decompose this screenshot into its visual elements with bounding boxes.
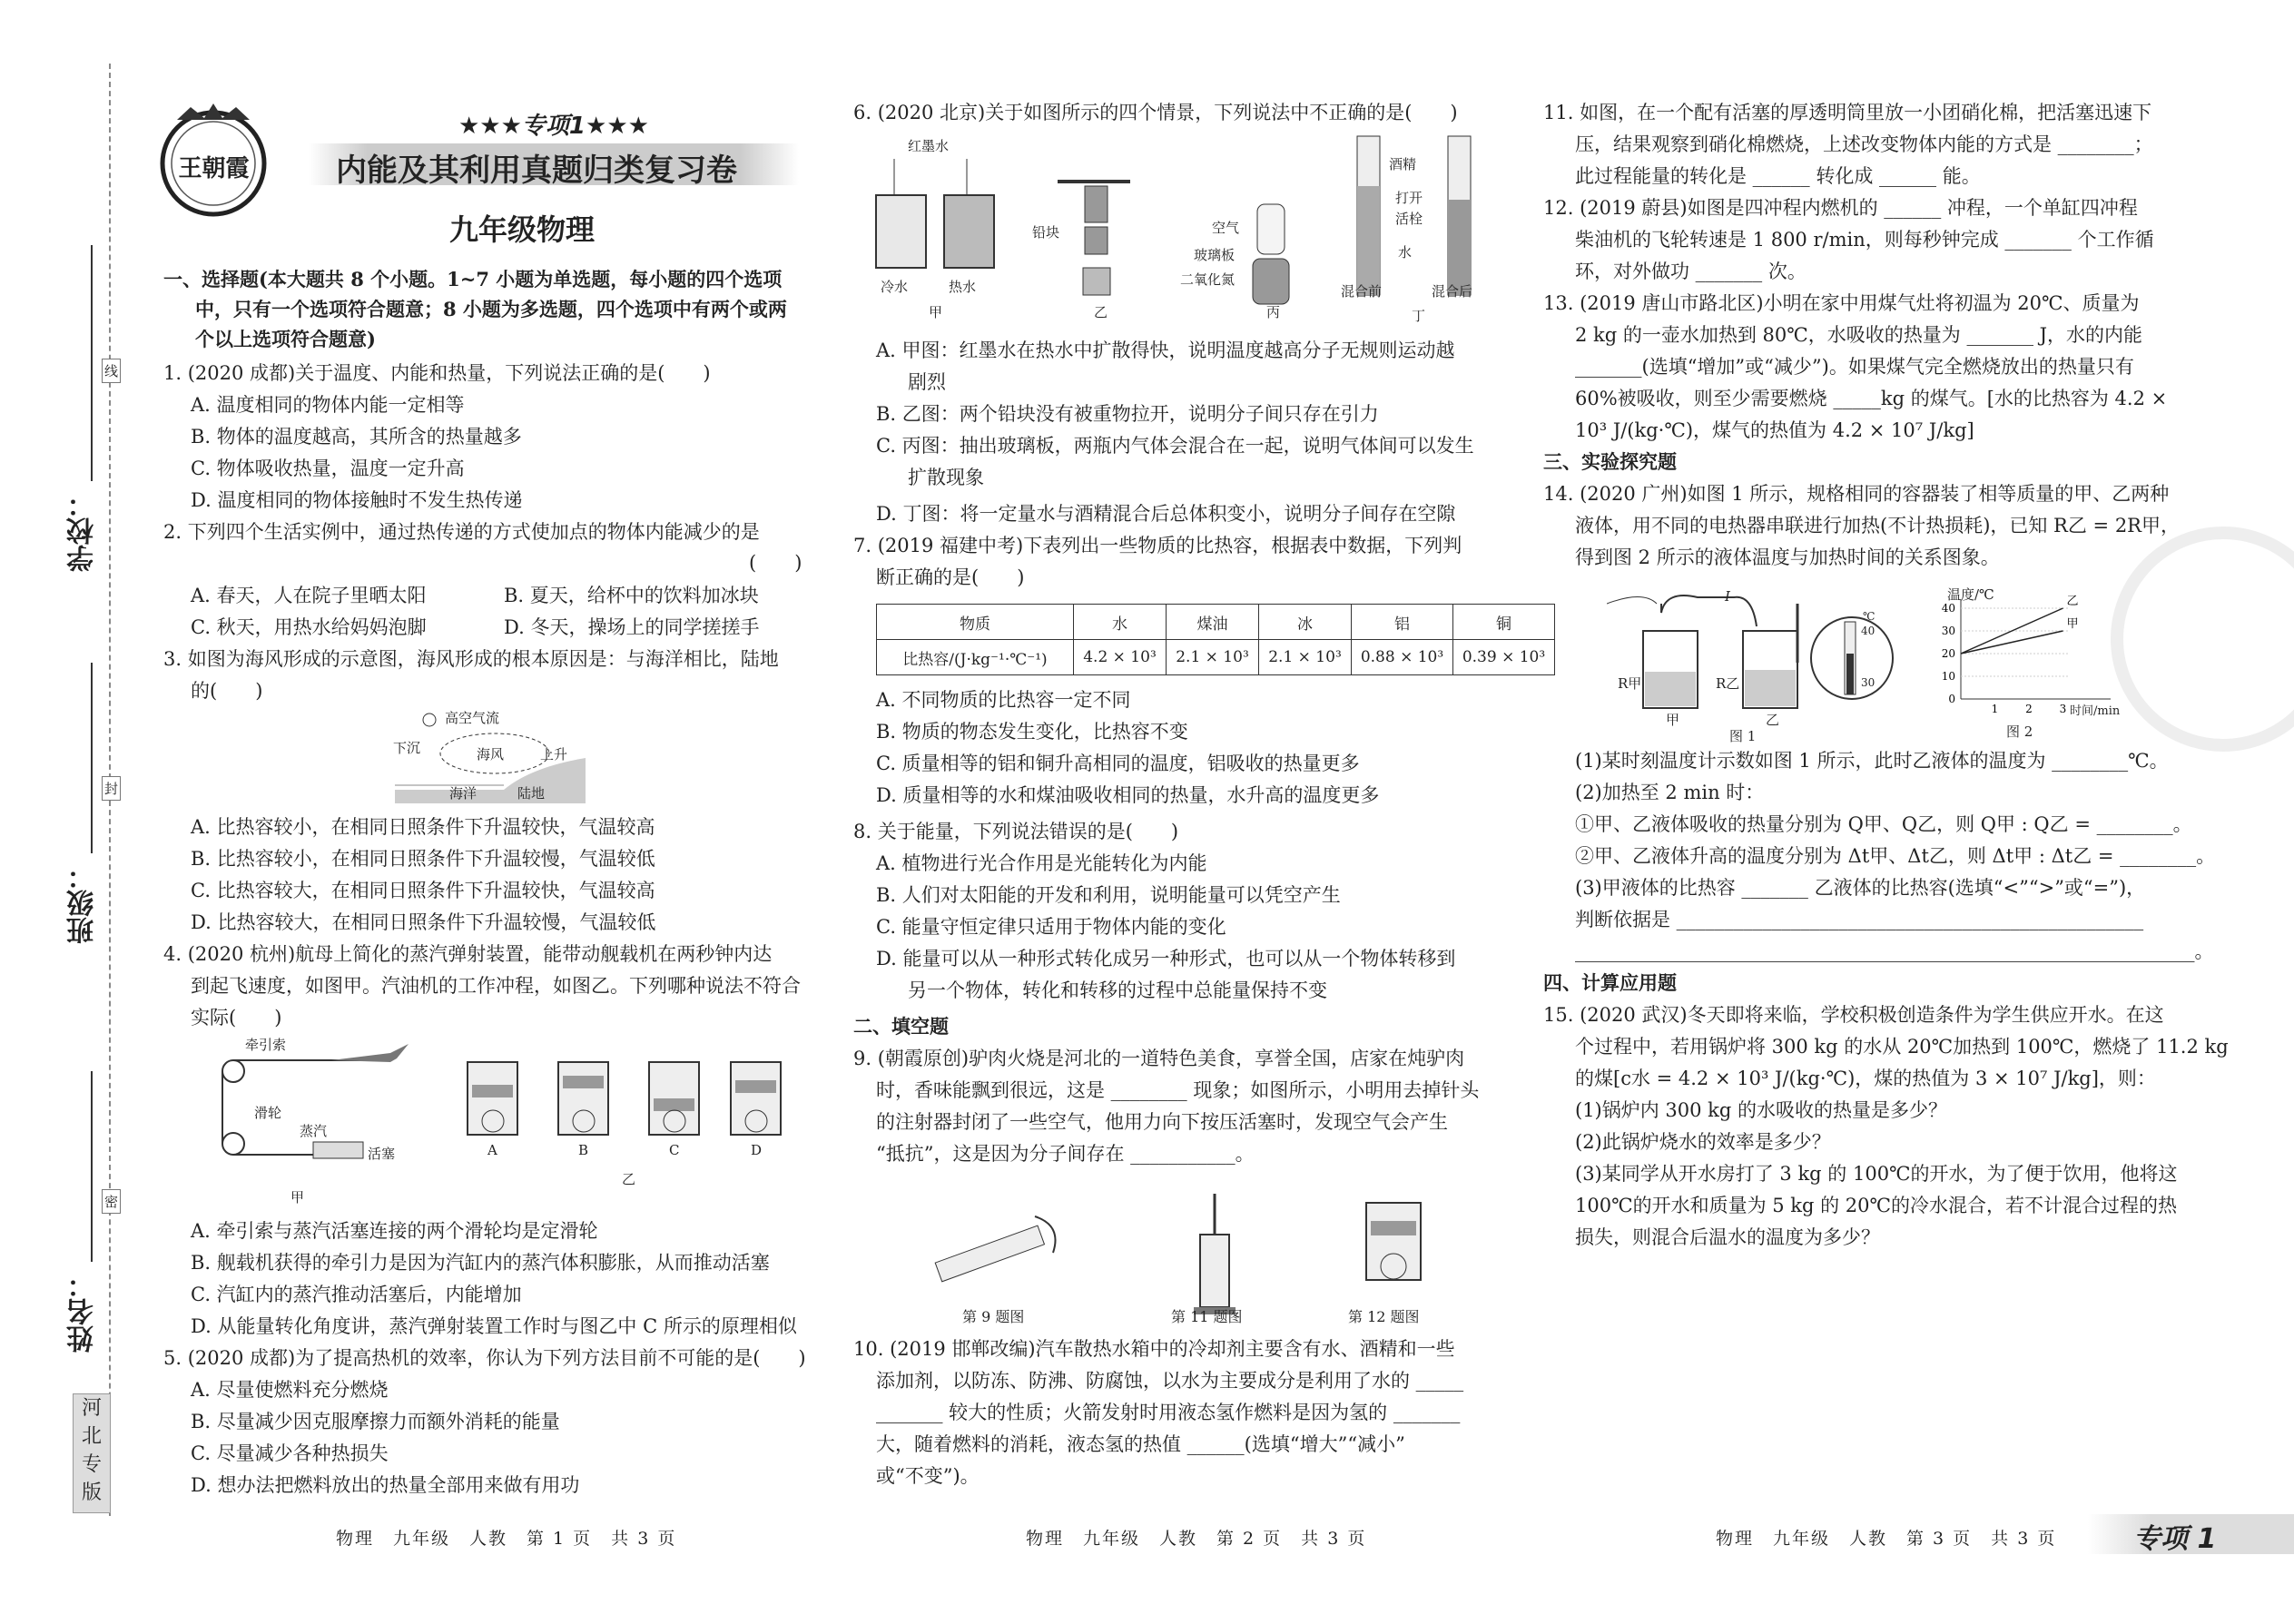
q15-stem: 15. (2020 武汉)冬天即将来临，学校积极创造条件为学生供应开水。在这 (1543, 1004, 2164, 1026)
q6-label-water: 水 (1398, 244, 1413, 261)
q7-option-b: B. 物质的物态发生变化，比热容不变 (876, 721, 1188, 743)
q13-stem: 60%被吸收，则至少需要燃烧 _____kg 的煤气。[水的比热容为 4.2 × (1575, 388, 2168, 409)
chart-x-tick-label: 2 (2025, 703, 2033, 715)
edition-char: 北 (81, 1425, 102, 1448)
school-blank (91, 245, 93, 481)
q7-option-a: A. 不同物质的比热容一定不同 (876, 689, 1131, 711)
q6-option-a: A. 甲图：红墨水在热水中扩散得快，说明温度越高分子无规则运动越 (876, 340, 1455, 361)
q8-option-d: D. 能量可以从一种形式转化成另一种形式，也可以从一个物体转移到 (876, 948, 1456, 969)
q3-option-a: A. 比热容较小，在相同日照条件下升温较快，气温较高 (191, 816, 655, 838)
q4-option-a: A. 牵引索与蒸汽活塞连接的两个滑轮均是定滑轮 (191, 1220, 598, 1242)
q9-stem: 时，香味能飘到很远，这是 ________ 现象；如图所示，小明用去掉针头 (876, 1079, 1480, 1101)
syringe-icon (935, 1216, 1055, 1282)
q3-figure (395, 704, 586, 803)
q5-option-b: B. 尽量减少因克服摩擦力而额外消耗的能量 (191, 1411, 560, 1432)
beaker-hot-icon (944, 159, 994, 268)
q14-figure-2-chart (1925, 586, 2133, 744)
q15-part-3: (3)某同学从开水房打了 3 kg 的 100℃的开水，为了便于饮用，他将这 (1575, 1163, 2178, 1185)
table-cell: 0.88 × 10³ (1352, 640, 1453, 675)
q14-part-3c: _________________________________________________________________。 (1575, 940, 2214, 962)
q3-stem: 的( ) (191, 680, 263, 702)
q9-stem: 的注射器封闭了一些空气，他用力向下按压活塞时，发现空气会产生 (876, 1111, 1448, 1133)
edition-char: 专 (81, 1453, 102, 1476)
q10-stem: 10. (2019 邯郸改编)汽车散热水箱中的冷却剂主要含有水、酒精和一些 (853, 1338, 1455, 1360)
q2-paren: ( ) (749, 552, 802, 574)
seal-line-mark: 线 (102, 359, 121, 383)
page-title: 内能及其利用真题归类复习卷 (336, 153, 737, 189)
specific-heat-table (876, 604, 1555, 675)
q7-option-c: C. 质量相等的铝和铜升高相同的温度，铝吸收的热量更多 (876, 753, 1360, 774)
table-row (877, 640, 1555, 675)
section-1-desc: 个以上选项符合题意) (195, 328, 376, 350)
q13-stem: 10³ J/(kg·℃)，煤气的热值为 4.2 × 10⁷ J/kg] (1575, 419, 1974, 441)
q13-stem: 13. (2019 唐山市路北区)小明在家中用煤气灶将初温为 20℃、质量为 (1543, 292, 2140, 314)
q3-option-c: C. 比热容较大，在相同日照条件下升温较快，气温较高 (191, 880, 655, 901)
edition-char: 版 (81, 1481, 102, 1504)
q14-part-3: (3)甲液体的比热容 _______ 乙液体的比热容(选填“<”“>”或“=”)， (1575, 877, 2146, 899)
q3-label-wind: 海风 (477, 746, 505, 763)
fig1-thermo-40: 40 (1861, 625, 1876, 637)
q6-label-yi: 乙 (1094, 304, 1108, 320)
q10-stem: 添加剂，以防冻、防沸、防腐蚀，以水为主要成分是利用了水的 _____ (876, 1370, 1464, 1392)
fig1-label-jia: 甲 (1666, 712, 1680, 728)
piston-tube-icon (1194, 1194, 1236, 1314)
q5-option-d: D. 想办法把燃料放出的热量全部用来做有用功 (191, 1474, 580, 1496)
table-cell: 0.39 × 10³ (1453, 640, 1555, 675)
q6-option-b: B. 乙图：两个铅块没有被重物拉开，说明分子间只存在引力 (876, 403, 1379, 425)
q3-label-down: 下沉 (393, 740, 421, 756)
gas-bottles-icon (1253, 204, 1289, 304)
q6-label-no2: 二氧化氮 (1180, 271, 1236, 288)
section-1-desc: 中，只有一个选项符合题意；8 小题为多选题，四个选项中有两个或两 (195, 298, 787, 320)
table-header-cell: 冰 (1259, 605, 1352, 640)
q6-label-open: 打开 (1395, 190, 1423, 206)
engine-a-icon (468, 1062, 517, 1135)
table-header-cell: 煤油 (1167, 605, 1259, 640)
q4-label-rope: 牵引索 (245, 1037, 287, 1053)
lead-block-icon (1058, 182, 1130, 295)
sun-icon (423, 714, 436, 726)
chart-x-tick-label: 1 (1991, 703, 1999, 715)
q4-stem: 4. (2020 杭州)航母上简化的蒸汽弹射装置，能带动舰载机在两秒钟内达 (163, 943, 773, 965)
q6-label-alcohol: 酒精 (1389, 156, 1417, 172)
q1-stem: 1. (2020 成都)关于温度、内能和热量，下列说法正确的是( ) (163, 362, 711, 384)
fig1-thermo-unit: ℃ (1863, 610, 1876, 623)
table-header-cell: 铜 (1453, 605, 1555, 640)
q2-stem: 2. 下列四个生活实例中，通过热传递的方式使加点的物体内能减少的是 (163, 521, 760, 543)
q4-label-c: C (669, 1142, 680, 1158)
chart-y-tick-label: 20 (1941, 647, 1955, 660)
q4-label-b: B (578, 1142, 589, 1158)
chart-y-tick-label: 0 (1948, 693, 1955, 705)
q11-stem: 11. 如图，在一个配有活塞的厚透明筒里放一小团硝化棉，把活塞迅速下 (1543, 102, 2152, 123)
q6-label-bing: 丙 (1266, 304, 1281, 320)
chart-y-tick-label: 40 (1941, 602, 1955, 615)
q7-option-d: D. 质量相等的水和煤油吸收相同的热量，水升高的温度更多 (876, 784, 1380, 806)
q14-part-3b: 判断依据是 _________________________________________________ (1575, 909, 2144, 930)
engine-c-icon (649, 1062, 699, 1135)
fig1-label-yi: 乙 (1766, 712, 1780, 728)
q5-option-c: C. 尽量减少各种热损失 (191, 1442, 389, 1464)
class-label: 班级： (67, 862, 99, 944)
school-label: 学校： (67, 490, 99, 572)
q14-part-2b: ②甲、乙液体升高的温度分别为 Δt甲、Δt乙，则 Δt甲 : Δt乙 = ________。 (1575, 845, 2216, 867)
q4-option-c: C. 汽缸内的蒸汽推动活塞后，内能增加 (191, 1284, 522, 1305)
binding-strip (0, 0, 119, 1624)
q10-stem: _______ 较大的性质；火箭发射时用液态氢作燃料是因为氢的 _______ (876, 1402, 1461, 1423)
q4-figure (195, 1035, 785, 1207)
q6-label-air: 空气 (1212, 220, 1240, 236)
q8-stem: 8. 关于能量，下列说法错误的是( ) (853, 821, 1179, 842)
watermark-seal-icon (2111, 527, 2294, 752)
engine-d-icon (731, 1062, 781, 1135)
fig1-label-current: I (1725, 588, 1730, 605)
q6-figure (867, 132, 1502, 327)
q15-part-2: (2)此锅炉烧水的效率是多少？ (1575, 1131, 1831, 1153)
q7-stem: 7. (2019 福建中考)下表列出一些物质的比热容，根据表中数据，下列判 (853, 535, 1462, 556)
class-blank (91, 663, 93, 853)
q1-option-d: D. 温度相同的物体接触时不发生热传递 (191, 489, 523, 511)
chart-y-tick-label: 10 (1941, 670, 1955, 683)
page-footer-2: 物理 九年级 人教 第 2 页 共 3 页 (1026, 1529, 1367, 1549)
q6-label-glass: 玻璃板 (1194, 247, 1236, 263)
q9-stem: 9. (朝霞原创)驴肉火烧是河北的一道特色美食，享誉全国，店家在炖驴肉 (853, 1048, 1465, 1069)
page-footer-3: 物理 九年级 人教 第 3 页 共 3 页 (1716, 1529, 2057, 1549)
q15-part-1: (1)锅炉内 300 kg 的水吸收的热量是多少？ (1575, 1099, 1948, 1121)
q11-stem: 压，结果观察到硝化棉燃烧，上述改变物体内能的方式是 ________； (1575, 133, 2153, 155)
q4-label-pulley: 滑轮 (254, 1105, 282, 1121)
q4-label-yi: 乙 (622, 1171, 636, 1187)
q3-stem: 3. 如图为海风形成的示意图，海风形成的根本原因是：与海洋相比，陆地 (163, 648, 779, 670)
q1-option-a: A. 温度相同的物体内能一定相等 (191, 394, 465, 416)
q3-option-d: D. 比热容较大，在相同日照条件下升温较慢，气温较低 (191, 911, 656, 933)
q4-option-d: D. 从能量转化角度讲，蒸汽弹射装置工作时与图乙中 C 所示的原理相似 (191, 1315, 797, 1337)
q6-option-c: C. 丙图：抽出玻璃板，两瓶内气体会混合在一起，说明气体间可以发生 (876, 435, 1474, 457)
q8-option-b: B. 人们对太阳能的开发和利用，说明能量可以凭空产生 (876, 884, 1341, 906)
q4-label-d: D (751, 1142, 763, 1158)
q10-stem: 或“不变”)。 (876, 1465, 980, 1487)
q4-label-steam: 蒸汽 (300, 1123, 328, 1139)
q8-option-d-cont: 另一个物体，转化和转移的过程中总能量保持不变 (908, 979, 1327, 1001)
q14-stem: 得到图 2 所示的液体温度与加热时间的关系图象。 (1575, 546, 2000, 568)
q2-option-c: C. 秋天，用热水给妈妈泡脚 (191, 616, 427, 638)
section-1-title: 一、选择题(本大题共 8 个小题。1~7 小题为单选题，每小题的四个选项 (163, 268, 783, 290)
q12-stem: 环，对外做功 _______ 次。 (1575, 261, 1807, 282)
chart-caption: 图 2 (2006, 723, 2033, 740)
q4-stem: 实际( ) (191, 1007, 282, 1029)
chart-series-line (1961, 631, 2063, 654)
q6-option-a-cont: 剧烈 (908, 371, 946, 393)
logo-text: 王朝霞 (178, 155, 250, 182)
q13-stem: _______(选填“增加”或“减少”)。如果煤气完全燃烧放出的热量只有 (1575, 356, 2134, 378)
q15-stem: 的煤[c水 = 4.2 × 10³ J/(kg·℃)，煤的热值为 3 × 10⁷ J/kg]，则： (1575, 1068, 2156, 1089)
figure-9-caption: 第 9 题图 (962, 1308, 1025, 1325)
q2-option-b: B. 夏天，给杯中的饮料加冰块 (504, 585, 759, 606)
q14-part-2a: ①甲、乙液体吸收的热量分别为 Q甲、Q乙，则 Q甲 : Q乙 = ________。 (1575, 813, 2192, 835)
q3-label-sea: 海洋 (449, 785, 478, 802)
q15-part-3b: 100℃的开水和质量为 5 kg 的 20℃的冷水混合，若不计混合过程的热 (1575, 1195, 2178, 1216)
q4-label-a: A (487, 1142, 497, 1158)
q13-stem: 2 kg 的一壶水加热到 80℃，水吸收的热量为 _______ J，水的内能 (1575, 324, 2143, 346)
name-blank (91, 1071, 93, 1262)
chart-y-tick-label: 30 (1941, 625, 1955, 637)
q15-stem: 个过程中，若用锅炉将 300 kg 的水从 20℃加热到 100℃，燃烧了 11.2 kg (1575, 1036, 2229, 1058)
q8-option-a: A. 植物进行光合作用是光能转化为内能 (876, 852, 1207, 874)
chart-x-tick-label: 3 (2059, 703, 2067, 715)
q4-label-piston: 活塞 (368, 1146, 396, 1162)
page-subtitle: 九年级物理 (449, 212, 596, 247)
q6-option-d: D. 丁图：将一定量水与酒精混合后总体积变小，说明分子间存在空隙 (876, 503, 1456, 525)
chart-series-label: 甲 (2066, 617, 2079, 631)
name-label: 姓名： (67, 1271, 99, 1353)
q15-part-3c: 损失，则混合后温水的温度为多少？ (1575, 1226, 1880, 1248)
q1-option-c: C. 物体吸收热量，温度一定升高 (191, 458, 465, 479)
q12-stem: 柴油机的飞轮转速是 1 800 r/min，则每秒钟完成 _______ 个工作循 (1575, 229, 2154, 251)
engine-b-icon (558, 1062, 608, 1135)
table-cell: 4.2 × 10³ (1074, 640, 1167, 675)
q14-stem: 液体，用不同的电热器串联进行加热(不计热损耗)，已知 R乙 = 2R甲， (1575, 515, 2180, 536)
edition-box (73, 1393, 111, 1513)
q5-option-a: A. 尽量使燃料充分燃烧 (191, 1379, 389, 1401)
q6-label-hot: 热水 (949, 279, 977, 295)
q4-option-b: B. 舰载机获得的牵引力是因为汽缸内的蒸汽体积膨胀，从而推动活塞 (191, 1252, 770, 1274)
q5-stem: 5. (2020 成都)为了提高热机的效率，你认为下列方法目前不可能的是( ) (163, 1347, 806, 1369)
q2-option-a: A. 春天，人在院子里晒太阳 (191, 585, 427, 606)
q14-part-1: (1)某时刻温度计示数如图 1 所示，此时乙液体的温度为 ________℃。 (1575, 750, 2169, 772)
brand-logo (154, 100, 272, 218)
section-3-title: 三、实验探究题 (1543, 450, 1677, 473)
q6-label-after: 混合后 (1432, 283, 1473, 300)
q6-label-jia: 甲 (929, 304, 943, 320)
q3-label-land: 陆地 (517, 785, 546, 802)
airplane-icon (331, 1044, 409, 1062)
q14-part-2: (2)加热至 2 min 时： (1575, 782, 1765, 803)
q6-label-plug: 活栓 (1395, 211, 1423, 227)
section-2-title: 二、填空题 (853, 1015, 949, 1038)
q6-option-c-cont: 扩散现象 (908, 467, 984, 488)
q6-label-cold: 冷水 (881, 279, 909, 295)
seal-secret-mark: 密 (102, 1189, 121, 1214)
q9-stem: “抵抗”，这是因为分子间存在 ___________。 (876, 1143, 1255, 1165)
section-4-title: 四、计算应用题 (1543, 971, 1677, 994)
q2-option-d: D. 冬天，操场上的同学搓搓手 (504, 616, 760, 638)
fig1-label-r-yi: R乙 (1716, 675, 1740, 692)
table-header-cell: 铝 (1352, 605, 1453, 640)
edition-char: 河 (81, 1397, 102, 1420)
q9-q11-q12-figures (917, 1180, 1498, 1325)
table-cell: 2.1 × 10³ (1259, 640, 1352, 675)
page-footer-1: 物理 九年级 人教 第 1 页 共 3 页 (336, 1529, 677, 1549)
q11-stem: 此过程能量的转化是 ______ 转化成 ______ 能。 (1575, 165, 1981, 187)
q8-option-c: C. 能量守恒定律只适用于物体内能的变化 (876, 916, 1226, 938)
seal-seal-mark: 封 (102, 776, 121, 801)
engine-icon (1366, 1203, 1421, 1280)
beaker-cold-icon (876, 159, 926, 268)
q3-option-b: B. 比热容较小，在相同日照条件下升温较慢，气温较低 (191, 848, 655, 870)
fig1-label-r-jia: R甲 (1618, 675, 1642, 692)
q6-label-ink: 红墨水 (908, 138, 950, 154)
figure-12-caption: 第 12 题图 (1348, 1308, 1420, 1325)
q14-figure-1 (1607, 590, 1897, 744)
q6-label-before: 混合前 (1341, 283, 1383, 300)
q1-option-b: B. 物体的温度越高，其所含的热量越多 (191, 426, 522, 448)
q7-stem: 断正确的是( ) (876, 566, 1025, 588)
q3-label-top: 高空气流 (445, 710, 500, 726)
header-badge: ★★★专项1★★★ (458, 113, 649, 140)
fig1-thermo-30: 30 (1861, 676, 1876, 689)
section-tag: 专项 1 (2133, 1523, 2217, 1555)
chart-x-label: 时间/min (2070, 704, 2121, 718)
q4-label-jia: 甲 (290, 1189, 305, 1206)
table-header-row (877, 605, 1555, 640)
q14-stem: 14. (2020 广州)如图 1 所示，规格相同的容器装了相等质量的甲、乙两种 (1543, 483, 2170, 505)
figure-11-caption: 第 11 题图 (1171, 1308, 1243, 1325)
table-cell: 2.1 × 10³ (1167, 640, 1259, 675)
q10-stem: 大，随着燃料的消耗，液态氢的热值 ______(选填“增大”“减小” (876, 1433, 1405, 1455)
chart-series-label: 乙 (2066, 595, 2079, 608)
table-cell: 比热容/(J·kg⁻¹·℃⁻¹) (877, 640, 1074, 675)
table-header-cell: 水 (1074, 605, 1167, 640)
q6-stem: 6. (2020 北京)关于如图所示的四个情景，下列说法中不正确的是( ) (853, 102, 1458, 123)
table-header-cell: 物质 (877, 605, 1074, 640)
chart-y-label: 温度/℃ (1947, 586, 1994, 603)
fig1-caption: 图 1 (1729, 728, 1757, 744)
q6-label-lead: 铅块 (1032, 224, 1060, 241)
q6-label-ding: 丁 (1412, 308, 1426, 324)
q4-stem: 到起飞速度，如图甲。汽油机的工作冲程，如图乙。下列哪种说法不符合 (191, 975, 801, 997)
q3-label-up: 上升 (540, 746, 568, 763)
q12-stem: 12. (2019 蔚县)如图是四冲程内燃机的 ______ 冲程，一个单缸四冲程 (1543, 197, 2138, 219)
